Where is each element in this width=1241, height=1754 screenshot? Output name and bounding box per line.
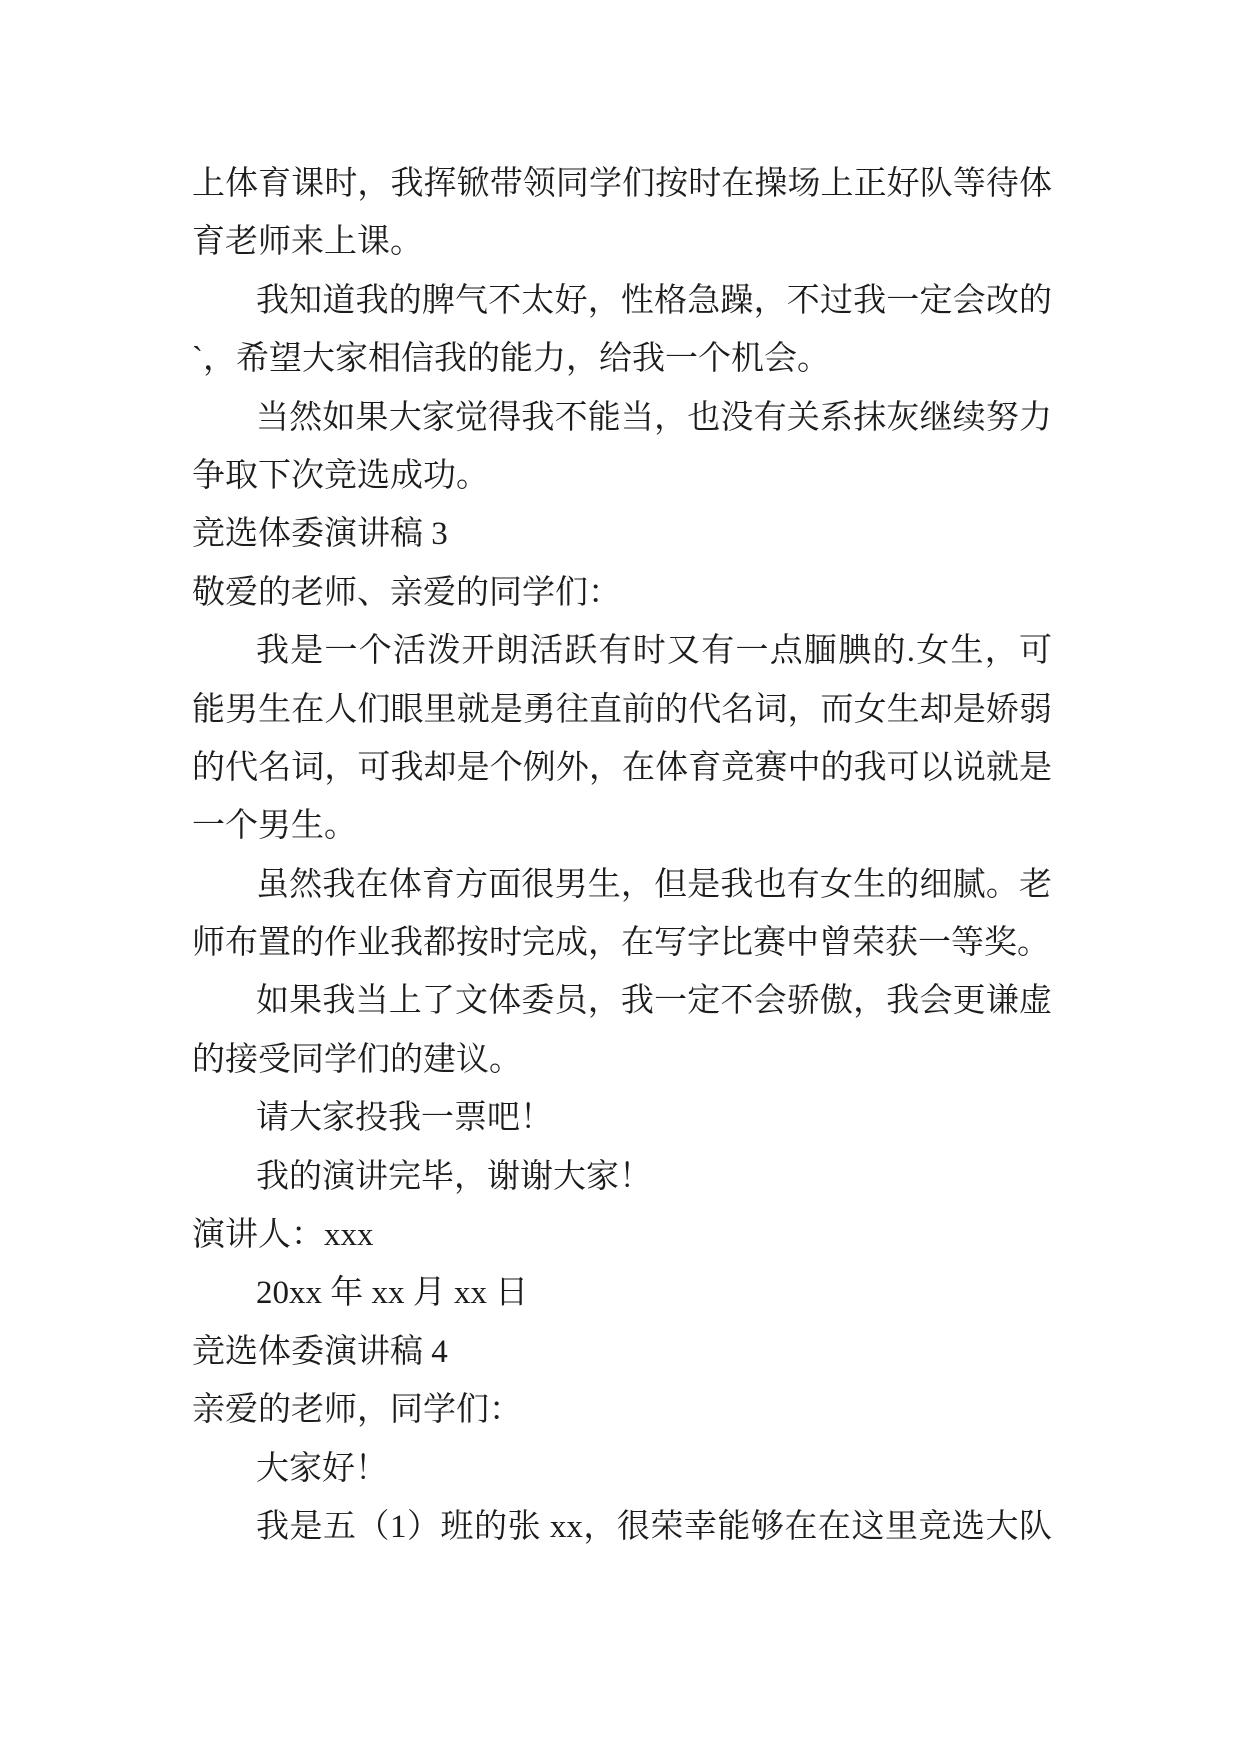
- section-title: 竞选体委演讲稿 4: [192, 1333, 448, 1370]
- text-line: 上体育课时，我挥锨带领同学们按时在操场上正好队等待体: [192, 166, 1052, 202]
- text-line: 能男生在人们眼里就是勇往直前的代名词，而女生却是娇弱: [192, 691, 1052, 728]
- text-line: 如果我当上了文体委员，我一定不会骄傲，我会更谦虚: [256, 983, 1052, 1020]
- text-line: 一个男生。: [192, 808, 357, 845]
- closing-line: 我的演讲完毕，谢谢大家！: [256, 1158, 652, 1195]
- text-line: 的接受同学们的建议。: [192, 1041, 522, 1078]
- speech-date: 20xx 年 xx 月 xx 日: [256, 1275, 529, 1312]
- salutation: 敬爱的老师、亲爱的同学们：: [192, 574, 621, 611]
- text-line: 当然如果大家觉得我不能当，也没有关系抹灰继续努力: [256, 399, 1052, 436]
- closing-line: 请大家投我一票吧！: [256, 1100, 553, 1137]
- paragraph: [192, 272, 1052, 389]
- paragraph: [192, 389, 1052, 506]
- text-line: 争取下次竞选成功。: [192, 457, 489, 494]
- salutation: 亲爱的老师，同学们：: [192, 1392, 522, 1429]
- text-line: 的代名词，可我却是个例外，在体育竞赛中的我可以说就是: [192, 749, 1052, 786]
- text-line: 我是一个活泼开朗活跃有时又有一点腼腆的.女生，可: [256, 633, 1052, 670]
- section-title: 竞选体委演讲稿 3: [192, 516, 448, 553]
- text-line: 我是五（1）班的张 xx，很荣幸能够在在这里竞选大队: [256, 1508, 1052, 1545]
- document-body: [192, 155, 1052, 1556]
- text-line: `，希望大家相信我的能力，给我一个机会。: [192, 341, 830, 378]
- paragraph: [192, 856, 1052, 973]
- text-line: 我知道我的脾气不太好，性格急躁，不过我一定会改的: [256, 282, 1052, 319]
- paragraph: [192, 972, 1052, 1089]
- text-line: 育老师来上课。: [192, 224, 423, 261]
- greeting: 大家好！: [256, 1450, 388, 1487]
- paragraph: [192, 155, 1052, 272]
- paragraph: [192, 622, 1052, 856]
- text-line: 虽然我在体育方面很男生，但是我也有女生的细腻。老: [256, 866, 1052, 903]
- text-line: 师布置的作业我都按时完成，在写字比赛中曾荣获一等奖。: [192, 925, 1050, 962]
- speaker-signature: 演讲人：xxx: [192, 1217, 374, 1254]
- paragraph: [192, 1498, 1052, 1556]
